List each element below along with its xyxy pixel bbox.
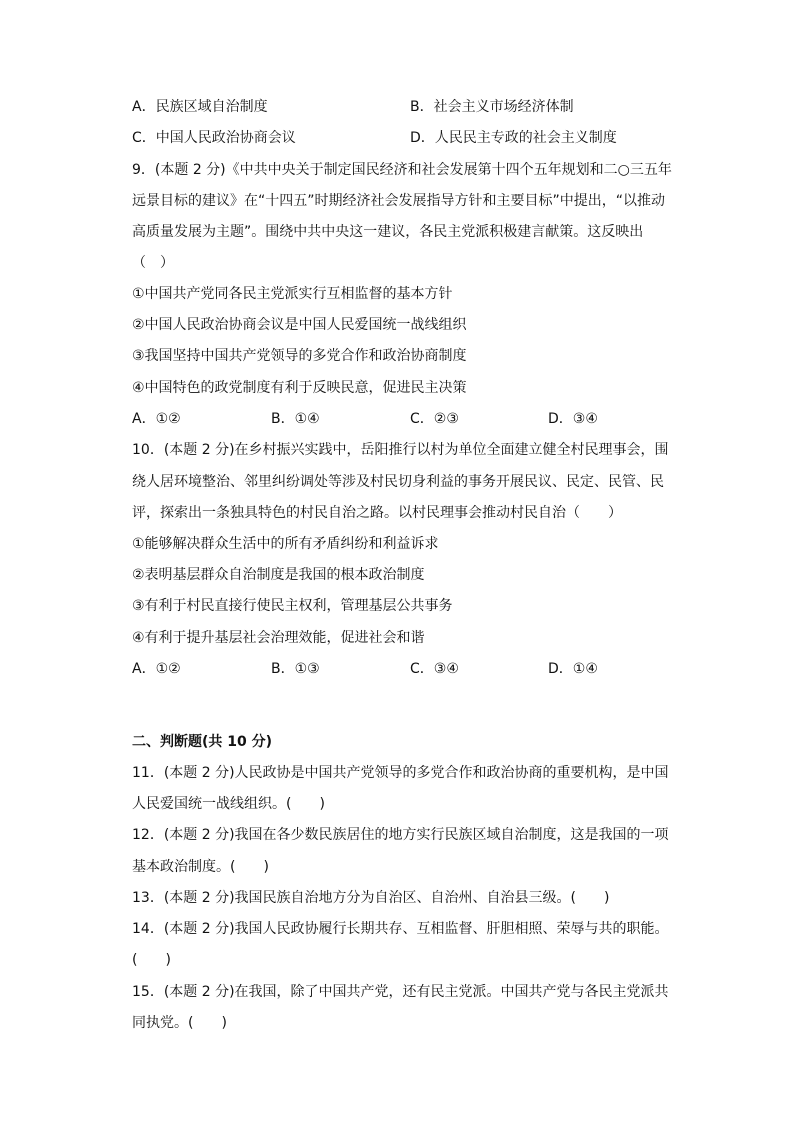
- q11-line-1: 11．(本题 2 分)人民政协是中国共产党领导的多党合作和政治协商的重要机构，是中国: [132, 765, 669, 781]
- q10-stem-line-2: 绕人居环境整治、邻里纠纷调处等涉及村民切身利益的事务开展民议、民定、民管、民: [132, 474, 664, 490]
- q8-option-d[interactable]: D．人民民主专政的社会主义制度: [410, 130, 617, 146]
- q8-option-b[interactable]: B．社会主义市场经济体制: [410, 99, 574, 115]
- q9-stem-line-1: 9．(本题 2 分)《中共中央关于制定国民经济和社会发展第十四个五年规划和二○三五年: [132, 162, 672, 178]
- q9-option-c[interactable]: C．②③: [410, 411, 459, 427]
- q10-item-4: ④有利于提升基层社会治理效能，促进社会和谐: [132, 630, 425, 646]
- q13-line-1[interactable]: 13．(本题 2 分)我国民族自治地方分为自治区、自治州、自治县三级。( ): [132, 890, 610, 906]
- q10-item-1: ①能够解决群众生活中的所有矛盾纠纷和利益诉求: [132, 536, 439, 552]
- q15-line-2[interactable]: 同执党。( ): [132, 1015, 227, 1031]
- q10-option-a[interactable]: A．①②: [132, 661, 181, 677]
- q12-line-2[interactable]: 基本政治制度。( ): [132, 859, 269, 875]
- q14-line-2[interactable]: ( ): [132, 952, 171, 968]
- section-2-title: 二、判断题(共 10 分): [132, 734, 273, 750]
- q9-item-3: ③我国坚持中国共产党领导的多党合作和政治协商制度: [132, 348, 467, 364]
- q9-stem-line-3: 高质量发展为主题”。围绕中共中央这一建议，各民主党派积极建言献策。这反映出: [132, 224, 644, 240]
- q10-option-d[interactable]: D．①④: [548, 661, 598, 677]
- q11-line-2[interactable]: 人民爱国统一战线组织。( ): [132, 796, 325, 812]
- q8-option-a[interactable]: A．民族区域自治制度: [132, 99, 268, 115]
- q14-line-1: 14．(本题 2 分)我国人民政协履行长期共存、互相监督、肝胆相照、荣辱与共的职能。: [132, 921, 669, 937]
- q9-item-2: ②中国人民政治协商会议是中国人民爱国统一战线组织: [132, 317, 467, 333]
- q10-stem-line-1: 10．(本题 2 分)在乡村振兴实践中，岳阳推行以村为单位全面建立健全村民理事会，围: [132, 442, 669, 458]
- q9-item-1: ①中国共产党同各民主党派实行互相监督的基本方针: [132, 286, 453, 302]
- q9-item-4: ④中国特色的政党制度有利于反映民意，促进民主决策: [132, 380, 467, 396]
- q9-option-b[interactable]: B．①④: [271, 411, 320, 427]
- q10-item-3: ③有利于村民直接行使民主权利，管理基层公共事务: [132, 598, 453, 614]
- q9-option-a[interactable]: A．①②: [132, 411, 181, 427]
- q8-option-c[interactable]: C．中国人民政治协商会议: [132, 130, 296, 146]
- q10-item-2: ②表明基层群众自治制度是我国的根本政治制度: [132, 567, 425, 583]
- q9-option-d[interactable]: D．③④: [548, 411, 598, 427]
- q10-stem-line-3: 评，探索出一条独具特色的村民自治之路。以村民理事会推动村民自治（ ）: [132, 505, 622, 521]
- q10-option-c[interactable]: C．③④: [410, 661, 459, 677]
- q9-answer-blank: （ ）: [132, 255, 174, 271]
- q15-line-1: 15．(本题 2 分)在我国，除了中国共产党，还有民主党派。中国共产党与各民主党派共: [132, 984, 669, 1000]
- q9-stem-line-2: 远景目标的建议》在“十四五”时期经济社会发展指导方针和主要目标”中提出，“以推动: [132, 193, 666, 209]
- q10-option-b[interactable]: B．①③: [271, 661, 320, 677]
- q12-line-1: 12．(本题 2 分)我国在各少数民族居住的地方实行民族区域自治制度，这是我国的一项: [132, 827, 669, 843]
